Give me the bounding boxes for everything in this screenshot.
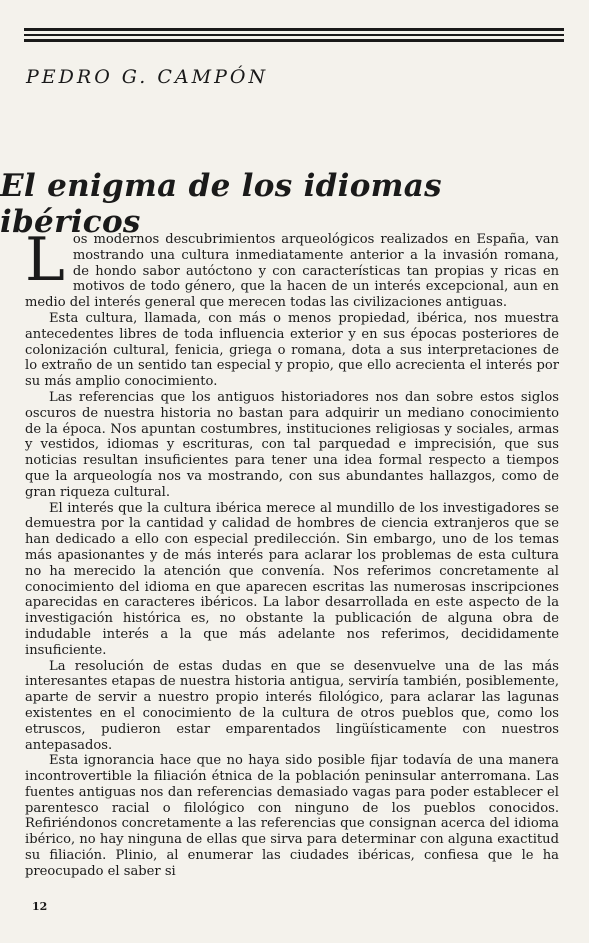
header-rules <box>24 28 564 42</box>
paragraph: La resolución de estas dudas en que se desenvuelve una de las más interesantes etapas de nuestra historia antigua, serviría también, posiblemente, aparte de servir a nuestro propio interés filológico, para aclarar las lagunas existentes en el conocimiento de la cultura de otros pueblos que, como los etruscos, pudieron estar emparentados lingüísticamente con nuestros antepasados. <box>25 658 559 753</box>
paragraph: El interés que la cultura ibérica merece al mundillo de los investigadores se demuestra por la cantidad y calidad de hombres de ciencia extranjeros que se han dedicado a ello con especial predilección. Sin embargo, uno de los temas más apasionantes y de más interés para aclarar los problemas de esta cultura no ha merecido la atención que convenía. Nos referimos concretamente al conocimiento del idioma en que aparecen escritas las numerosas inscripciones aparecidas en caracteres ibéricos. La labor desarrollada en este aspecto de la investigación histórica es, no obstante la publicación de alguna obra de indudable interés a la que más adelante nos referimos, decididamente insuficiente. <box>25 500 559 658</box>
paragraph: Esta ignorancia hace que no haya sido posible fijar todavía de una manera incontrovertible la filiación étnica de la población peninsular anterromana. Las fuentes antiguas nos dan referencias demasiado vagas para poder establecer el parentesco racial o filológico con ninguno de los pueblos conocidos. Refiriéndonos concretamente a las referencias que consignan acerca del idioma ibérico, no hay ninguna de ellas que sirva para determinar con alguna exactitud su filiación. Plinio, al enumerar las ciudades ibéricas, confiesa que le ha preocupado el saber si <box>25 753 559 879</box>
paragraph: Esta cultura, llamada, con más o menos propiedad, ibérica, nos muestra antecedentes libres de toda influencia exterior y en sus épocas posteriores de colonización cultural, fenicia, griega o romana, dota a sus interpretaciones de lo extraño de un sentido tan especial y propio, que ello acrecienta el interés por su más amplio conocimiento. <box>25 310 559 390</box>
author-name: PEDRO G. CAMPÓN <box>26 66 269 88</box>
page-number: 12 <box>32 900 48 913</box>
article-title: El enigma de los idiomas ibéricos <box>0 168 442 240</box>
paragraph <box>25 225 559 311</box>
paragraph: Las referencias que los antiguos historiadores nos dan sobre estos siglos oscuros de nuestra historia no bastan para adquirir un mediano conocimiento de la época. Nos apuntan costumbres, instituciones religiosas y sociales, armas y vestidos, idiomas y escrituras, con tal parquedad e imprecisión, que sus noticias resultan insuficientes para tener una idea formal respecto a tiempos que la arqueología nos va mostrando, con sus abundantes hallazgos, como de gran riqueza cultural. <box>25 389 559 500</box>
paragraph-text: os modernos descubrimientos arqueológicos realizados en España, van mostrando una cultura inmediatamente anterior a la invasión romana, de hondo sabor autóctono y con características tan propias y ricas en motivos de todo género, que la hacen de un interés excepcional, aun en medio del interés general que merecen todas las civilizaciones antiguas. <box>25 232 559 311</box>
drop-cap: L <box>25 225 65 295</box>
article-body <box>25 225 559 880</box>
